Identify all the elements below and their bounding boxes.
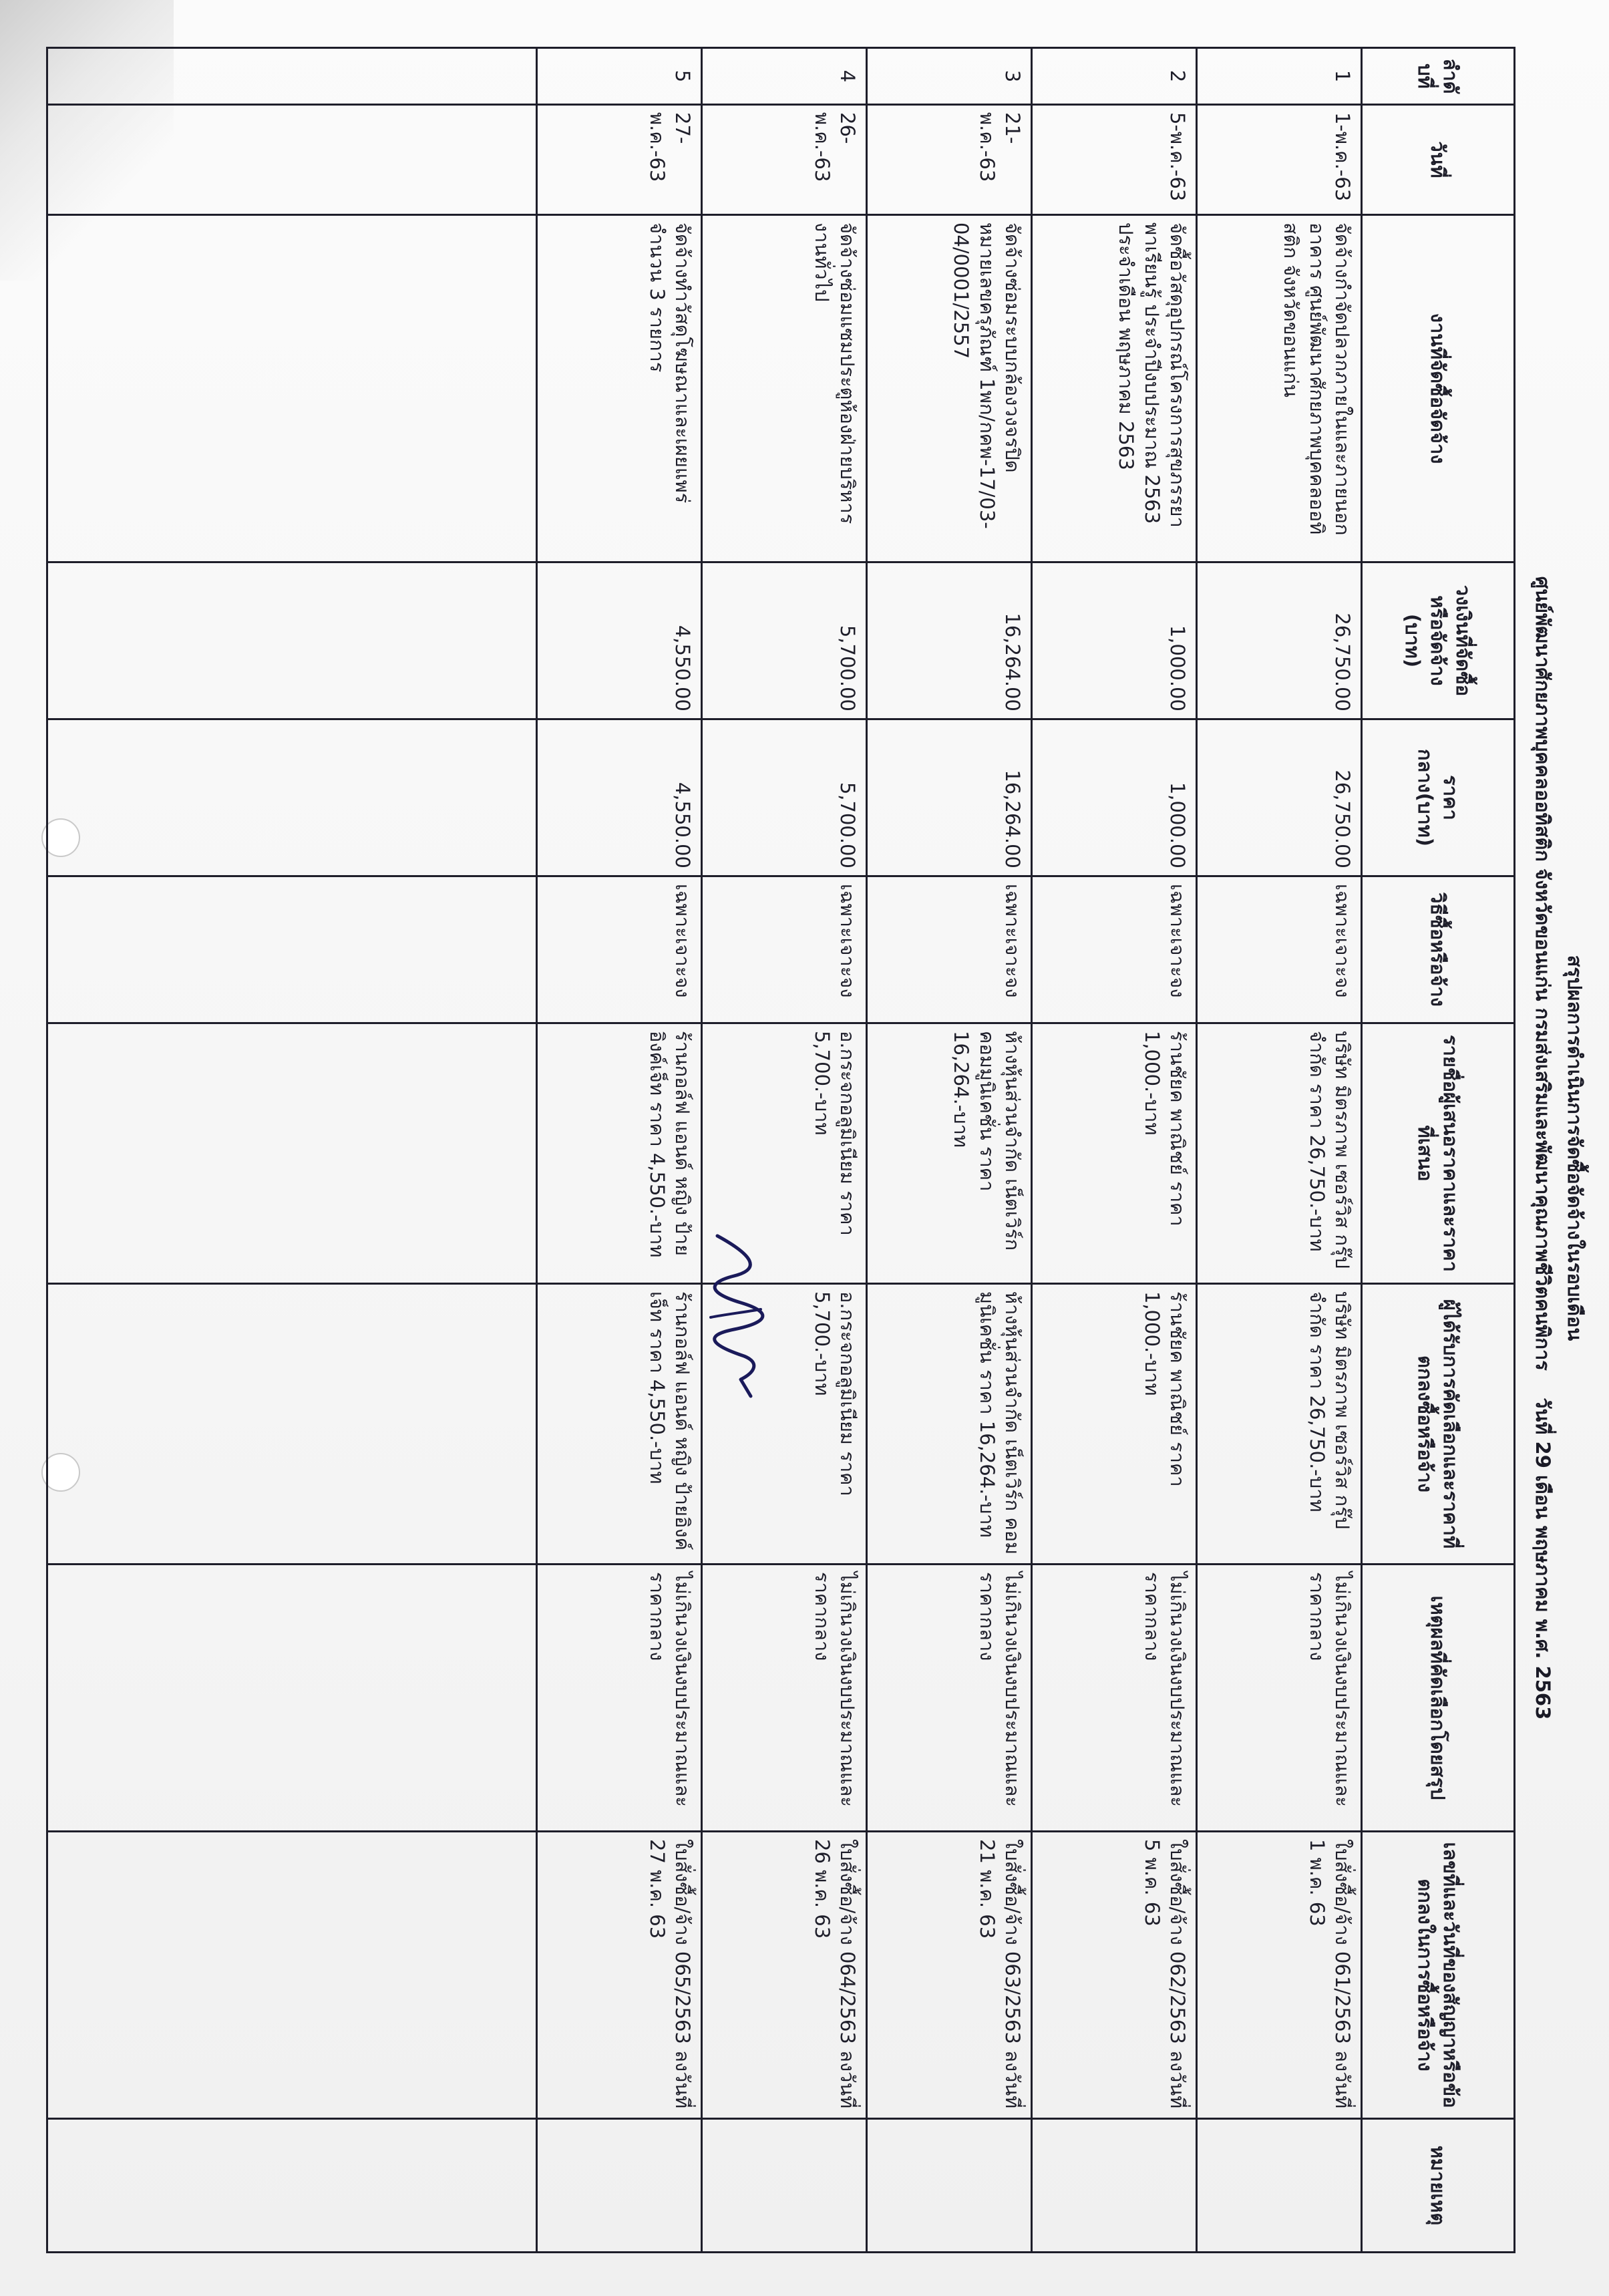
cell-empty [47,2119,537,2253]
table-row [537,48,702,2253]
cell-remark [1032,2119,1197,2253]
cell-reason: ไม่เกินวงเงินงบประมาณและราคากลาง [702,1565,867,1832]
cell-winner: ร้านกอล์ฟ แอนด์ หญิง ป้ายอิงค์เจ็ท ราคา 4,550.-บาท [537,1284,702,1565]
cell-empty [47,1832,537,2119]
cell-bidders: ห้างหุ้นส่วนจำกัด เน็ตเวิร์ก คอมมูนิเคชั่น ราคา 16,264.-บาท [867,1023,1032,1284]
cell-contract: ใบสั่งซื้อ/จ้าง 062/2563 ลงวันที่ 5 พ.ค. 63 [1032,1832,1197,2119]
cell-budget: 1,000.00 [1032,562,1197,719]
header-item: งานที่จัดซื้อจัดจ้าง [1362,215,1515,562]
cell-remark [537,2119,702,2253]
header-budget: วงเงินที่จัดซื้อหรือจัดจ้าง (บาท) [1362,562,1515,719]
cell-winner: ห้างหุ้นส่วนจำกัด เน็ตเวิร์ก คอมมูนิเคชั่น ราคา 16,264.-บาท [867,1284,1032,1565]
table-row-empty [47,48,537,2253]
cell-method: เฉพาะเจาะจง [702,876,867,1023]
header-winner: ผู้ได้รับการคัดเลือกและราคาที่ตกลงซื้อหรือจ้าง [1362,1284,1515,1565]
cell-item: จัดจ้างซ่อมระบบกล้องวงจรปิด หมายเลขครุภัณฑ์ 1พก/กคพ-17/03-04/0001/2557 [867,215,1032,562]
cell-date: 21-พ.ค.-63 [867,105,1032,215]
cell-item: จัดจ้างกำจัดปลวกภายในและภายนอกอาคาร ศูนย์พัฒนาศักยภาพบุคคลออทิสติก จังหวัดขอนแก่น [1197,215,1362,562]
cell-empty [47,562,537,719]
cell-budget: 16,264.00 [867,562,1032,719]
cell-median-price: 26,750.00 [1197,719,1362,876]
cell-reason: ไม่เกินวงเงินงบประมาณและราคากลาง [1197,1565,1362,1832]
cell-budget: 26,750.00 [1197,562,1362,719]
cell-bidders: อ.กระจกอลูมิเนียม ราคา 5,700.-บาท [702,1023,867,1284]
cell-bidders: ร้านชัยค พาณิชย์ ราคา 1,000.-บาท [1032,1023,1197,1284]
cell-median-price: 5,700.00 [702,719,867,876]
cell-bidders: บริษัท มิตรภาพ เซอร์วิส กรุ๊ป จำกัด ราคา 26,750.-บาท [1197,1023,1362,1284]
cell-empty [47,1023,537,1284]
cell-median-price: 16,264.00 [867,719,1032,876]
cell-remark [1197,2119,1362,2253]
cell-date: 1-พ.ค.-63 [1197,105,1362,215]
table-row [1032,48,1197,2253]
cell-method: เฉพาะเจาะจง [1032,876,1197,1023]
cell-method: เฉพาะเจาะจง [537,876,702,1023]
table-row [867,48,1032,2253]
cell-date: 27-พ.ค.-63 [537,105,702,215]
header-contract: เลขที่และวันที่ของสัญญาหรือข้อตกลงในการซื้อหรือจ้าง [1362,1832,1515,2119]
header-no: ลำดับที่ [1362,48,1515,105]
cell-empty [47,48,537,105]
header-remark: หมายเหตุ [1362,2119,1515,2253]
cell-winner: บริษัท มิตรภาพ เซอร์วิส กรุ๊ป จำกัด ราคา 26,750.-บาท [1197,1284,1362,1565]
procurement-summary-table [46,47,1515,2253]
cell-item: จัดจ้างซ่อมแซมประตูห้องฝ่ายบริหารงานทั่วไป [702,215,867,562]
cell-empty [47,876,537,1023]
header-date: วันที่ [1362,105,1515,215]
cell-budget: 5,700.00 [702,562,867,719]
header-median-price: ราคากลาง(บาท) [1362,719,1515,876]
cell-winner: อ.กระจกอลูมิเนียม ราคา 5,700.-บาท [702,1284,867,1565]
cell-method: เฉพาะเจาะจง [867,876,1032,1023]
cell-contract: ใบสั่งซื้อ/จ้าง 063/2563 ลงวันที่ 21 พ.ค. 63 [867,1832,1032,2119]
table-row [702,48,867,2253]
cell-reason: ไม่เกินวงเงินงบประมาณและราคากลาง [867,1565,1032,1832]
header-method: วิธีซื้อหรือจ้าง [1362,876,1515,1023]
cell-no: 5 [537,48,702,105]
cell-contract: ใบสั่งซื้อ/จ้าง 064/2563 ลงวันที่ 26 พ.ค. 63 [702,1832,867,2119]
document-org: ศูนย์พัฒนาศักยภาพบุคคลออทิสติก จังหวัดขอนแก่น กรมส่งเสริมและพัฒนาคุณภาพชีวิตคนพิการ [1532,576,1554,1371]
cell-budget: 4,550.00 [537,562,702,719]
cell-no: 4 [702,48,867,105]
cell-no: 1 [1197,48,1362,105]
cell-reason: ไม่เกินวงเงินงบประมาณและราคากลาง [1032,1565,1197,1832]
cell-remark [867,2119,1032,2253]
signature-icon [701,1229,781,1403]
cell-no: 2 [1032,48,1197,105]
cell-winner: ร้านชัยค พาณิชย์ ราคา 1,000.-บาท [1032,1284,1197,1565]
cell-date: 26-พ.ค.-63 [702,105,867,215]
cell-empty [47,215,537,562]
document-title: สรุปผลการดำเนินการจัดซื้อจัดจ้างในรอบเดือน [1564,955,1586,1341]
cell-no: 3 [867,48,1032,105]
table-row [1197,48,1362,2253]
cell-empty [47,1565,537,1832]
cell-remark [702,2119,867,2253]
table-header-row [1362,48,1515,2253]
header-bidders: รายชื่อผู้เสนอราคาและราคาที่เสนอ [1362,1023,1515,1284]
cell-bidders: ร้านกอล์ฟ แอนด์ หญิง ป้ายอิงค์เจ็ท ราคา 4,550.-บาท [537,1023,702,1284]
cell-reason: ไม่เกินวงเงินงบประมาณและราคากลาง [537,1565,702,1832]
cell-median-price: 1,000.00 [1032,719,1197,876]
cell-item: จัดซื้อวัสดุอุปกรณ์โครงการสุขภรรยา พาเรียนรู้ ประจำปีงบประมาณ 2563 ประจำเดือน พฤษภาคม 2563 [1032,215,1197,562]
cell-date: 5-พ.ค.-63 [1032,105,1197,215]
header-reason: เหตุผลที่คัดเลือกโดยสรุป [1362,1565,1515,1832]
document-subtitle [1528,0,1558,2296]
cell-median-price: 4,550.00 [537,719,702,876]
cell-empty [47,1284,537,1565]
cell-item: จัดจ้างทำวัสดุโฆษณาและเผยแพร่ จำนวน 3 รายการ [537,215,702,562]
cell-empty [47,105,537,215]
cell-contract: ใบสั่งซื้อ/จ้าง 065/2563 ลงวันที่ 27 พ.ค. 63 [537,1832,702,2119]
cell-empty [47,719,537,876]
cell-contract: ใบสั่งซื้อ/จ้าง 061/2563 ลงวันที่ 1 พ.ค. 63 [1197,1832,1362,2119]
document-date: วันที่ 29 เดือน พฤษภาคม พ.ศ. 2563 [1532,1398,1554,1720]
cell-method: เฉพาะเจาะจง [1197,876,1362,1023]
